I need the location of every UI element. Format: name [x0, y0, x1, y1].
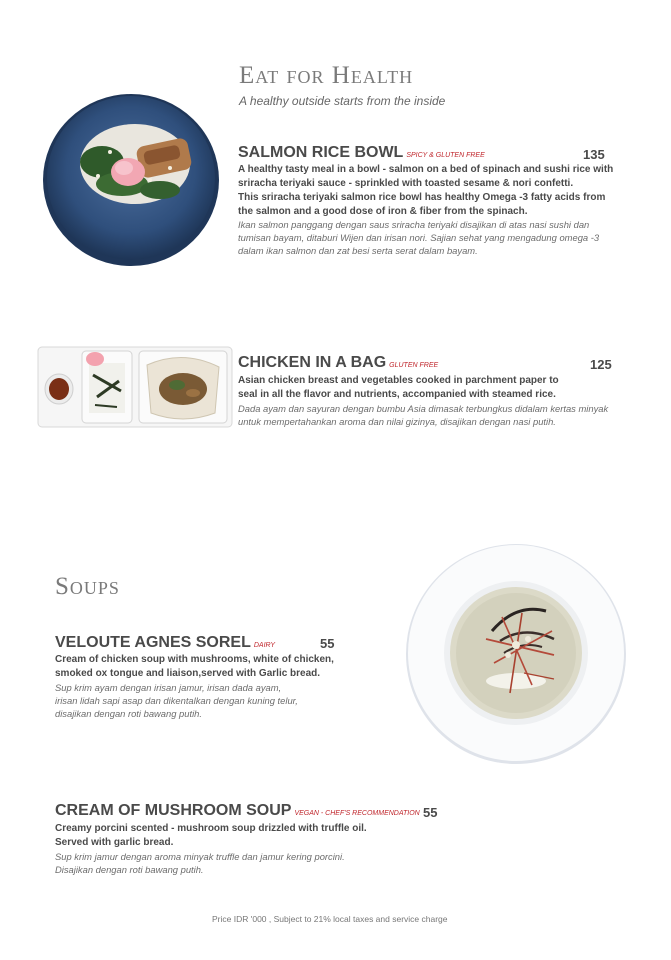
- description-line: Sup krim ayam dengan irisan jamur, irisan dada ayam,: [55, 682, 282, 693]
- description-line: irisan lidah sapi asap dan dikentalkan dengan kuning telur,: [55, 695, 298, 706]
- description-line: A healthy tasty meal in a bowl - salmon on a bed of spinach and sushi rice with: [238, 164, 614, 175]
- description-line: sriracha teriyaki sauce - sprinkled with toasted sesame & nori confetti.: [238, 178, 574, 189]
- description-line: Ikan salmon panggang dengan saus sriracha teriyaki disajikan di atas nasi sushi dan: [238, 219, 590, 230]
- cream-of-mushroom-soup-description-id: [55, 850, 345, 876]
- description-line: smoked ox tongue and liaison,served with Garlic bread.: [55, 668, 321, 679]
- salmon-rice-bowl-description-id: [238, 218, 599, 257]
- section-title-soups: Soups: [55, 573, 120, 600]
- dish-name: CREAM OF MUSHROOM SOUP: [55, 802, 292, 819]
- dish-name: SALMON RICE BOWL: [238, 144, 404, 161]
- veloute-agnes-sorel-price: 55: [320, 636, 335, 651]
- cream-of-mushroom-soup-description-en: [55, 822, 367, 850]
- section-subtitle: A healthy outside starts from the inside: [239, 94, 446, 108]
- description-line: This sriracha teriyaki salmon rice bowl has healthy Omega -3 fatty acids from: [238, 192, 606, 203]
- chicken-in-a-bag-description-id: [238, 402, 608, 428]
- dish-tag: GLUTEN FREE: [389, 362, 439, 369]
- description-line: Sup krim jamur dengan aroma minyak truffle dan jamur kering porcini.: [55, 851, 345, 862]
- salmon-rice-bowl-title: [238, 144, 485, 162]
- veloute-agnes-sorel-title: [55, 634, 275, 652]
- section-title-eat-for-health: Eat for Health: [239, 62, 414, 89]
- veloute-soup-photo: [404, 543, 628, 767]
- description-line: untuk mempertahankan aroma dan nilai gizinya, disajikan dengan nasi putih.: [238, 416, 556, 427]
- chicken-in-a-bag-price: 125: [590, 357, 612, 372]
- salmon-rice-bowl-description-en: [238, 163, 613, 219]
- chicken-in-a-bag-photo: [37, 345, 233, 429]
- description-line: dalam ikan salmon dan zat besi serta serat dalam bayam.: [238, 245, 478, 256]
- description-line: Creamy porcini scented - mushroom soup drizzled with truffle oil.: [55, 823, 367, 834]
- description-line: seal in all the flavor and nutrients, accompanied with steamed rice.: [238, 389, 556, 400]
- description-line: the salmon and a good dose of iron & fiber from the spinach.: [238, 206, 528, 217]
- salmon-rice-bowl-photo: [40, 92, 222, 272]
- cream-of-mushroom-soup-price: 55: [423, 805, 438, 820]
- price-footnote: Price IDR '000 , Subject to 21% local taxes and service charge: [212, 914, 448, 924]
- description-line: tumisan bayam, ditaburi Wijen dan irisan nori. Sajian sehat yang mengadung omega -3: [238, 232, 600, 243]
- salmon-rice-bowl-price: 135: [583, 147, 605, 162]
- cream-of-mushroom-soup-title: [55, 802, 420, 820]
- dish-name: VELOUTE AGNES SOREL: [55, 634, 251, 651]
- description-line: Asian chicken breast and vegetables cooked in parchment paper to: [238, 375, 559, 386]
- veloute-agnes-sorel-description-id: [55, 681, 298, 720]
- description-line: Disajikan dengan roti bawang putih.: [55, 864, 204, 875]
- dish-tag: VEGAN - CHEF'S RECOMMENDATION: [294, 810, 420, 817]
- dish-tag: SPICY & GLUTEN FREE: [406, 152, 485, 159]
- description-line: Dada ayam dan sayuran dengan bumbu Asia dimasak terbungkus didalam kertas minyak: [238, 403, 609, 414]
- chicken-in-a-bag-title: [238, 354, 438, 372]
- dish-tag: DAIRY: [253, 642, 276, 649]
- dish-name: CHICKEN IN A BAG: [238, 354, 387, 371]
- veloute-agnes-sorel-description-en: [55, 653, 334, 681]
- description-line: Served with garlic bread.: [55, 837, 174, 848]
- chicken-in-a-bag-description-en: [238, 374, 559, 402]
- description-line: disajikan dengan roti bawang putih.: [55, 708, 202, 719]
- description-line: Cream of chicken soup with mushrooms, white of chicken,: [55, 654, 334, 665]
